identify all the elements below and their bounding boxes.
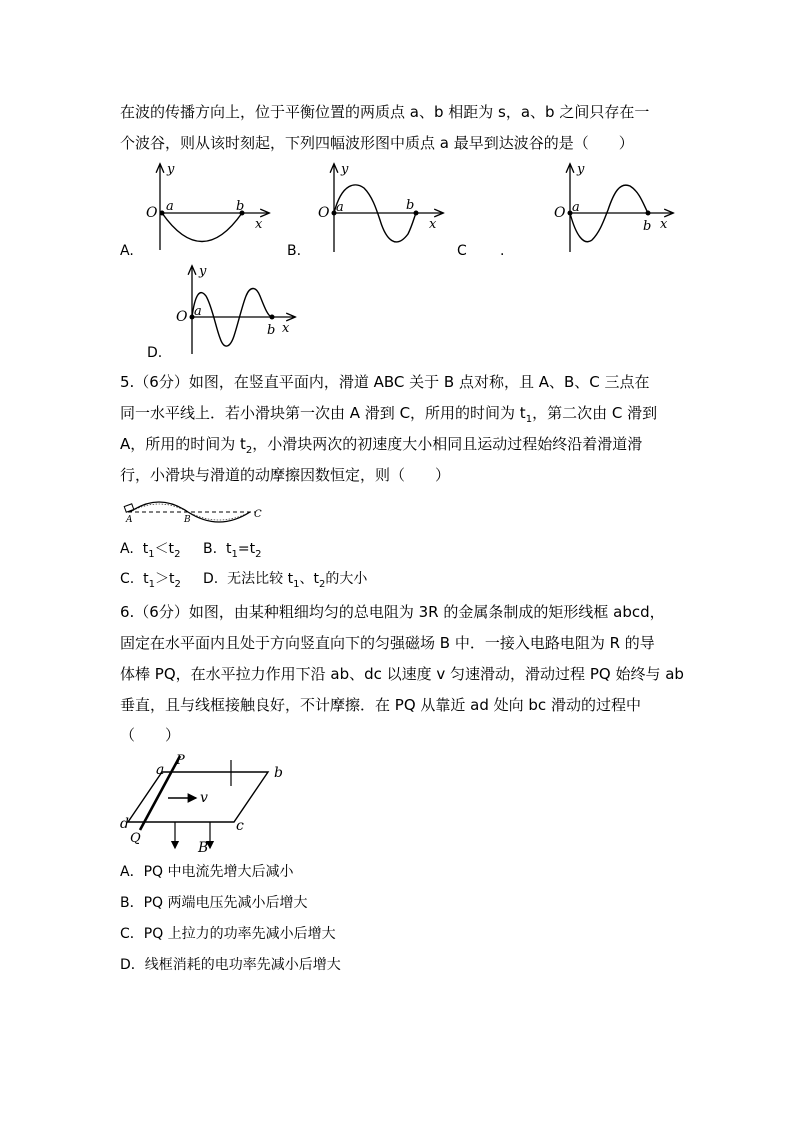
q6-option-a: A．PQ 中电流先增大后减小 <box>120 864 294 880</box>
graph-d-point-a: a <box>194 304 202 319</box>
slide-figure <box>120 498 270 528</box>
graph-c-origin: O <box>554 205 566 221</box>
graph-a-origin: O <box>146 205 158 221</box>
circuit-label-b: b <box>274 765 283 781</box>
circuit-figure <box>118 752 293 857</box>
graph-b-point-a: a <box>336 200 344 215</box>
q5-option-a-t: t <box>142 541 149 557</box>
wave-graph-a <box>140 160 270 255</box>
q6-option-d: D．线框消耗的电功率先减小后增大 <box>120 957 341 973</box>
q5-line-3-sub: 2 <box>245 445 253 456</box>
graph-d-y-label: y <box>199 264 207 279</box>
circuit-label-c: c <box>236 818 244 834</box>
q6-line-5: （ ） <box>120 726 181 744</box>
q5-line-2-end: ，第二次由 C 滑到 <box>532 404 658 422</box>
graph-c-point-a: a <box>572 200 580 215</box>
circuit-label-q: Q <box>130 831 141 846</box>
q6-line-1: 6.（6分）如图，由某种粗细均匀的总电阻为 3R 的金属条制成的矩形线框 abcd， <box>120 603 665 621</box>
q5-option-a-sub2: 2 <box>174 548 181 560</box>
wave-graph-d <box>172 262 302 357</box>
graph-d-point-b: b <box>267 323 276 338</box>
q4-option-d: D. <box>147 345 163 361</box>
circuit-label-v: v <box>200 790 208 806</box>
q5-option-b-rel: =t <box>237 541 256 557</box>
graph-a-y-label: y <box>167 162 175 177</box>
graph-d-x-label: x <box>282 321 290 336</box>
graph-b-y-label: y <box>341 162 349 177</box>
q5-line-2-text: 同一水平线上．若小滑块第一次由 A 滑到 C，所用的时间为 t <box>120 404 526 422</box>
q4-option-a: A. <box>120 243 134 259</box>
q5-option-d <box>203 569 367 589</box>
q5-option-d-sub2: 2 <box>318 578 326 590</box>
q5-option-b <box>203 539 261 559</box>
wave-graph-b <box>314 160 444 255</box>
slide-point-c: C <box>254 509 262 520</box>
circuit-label-field-b: B <box>198 840 209 856</box>
q4-option-b: B. <box>287 243 302 259</box>
q5-option-d-label: D. <box>203 571 219 587</box>
q4-option-c-dot: . <box>500 243 505 259</box>
circuit-label-d: d <box>120 816 129 832</box>
q5-option-d-end: 的大小 <box>325 571 368 587</box>
q5-line-3-text: A，所用的时间为 t <box>120 435 246 453</box>
q5-option-b-t: t <box>225 541 232 557</box>
q5-option-b-label: B. <box>203 541 218 557</box>
q5-option-d-sub1: 1 <box>293 578 300 590</box>
graph-c-x-label: x <box>660 217 668 232</box>
q5-option-c-label: C. <box>120 571 135 587</box>
q5-option-b-sub1: 1 <box>231 548 238 560</box>
q5-option-a-label: A. <box>120 541 134 557</box>
q4-line-1: 在波的传播方向上，位于平衡位置的两质点 a、b 相距为 s，a、b 之间只存在一 <box>120 103 650 121</box>
q5-line-1: 5.（6分）如图，在竖直平面内，滑道 ABC 关于 B 点对称，且 A、B、C 三点在 <box>120 373 650 391</box>
q6-option-b: B．PQ 两端电压先减小后增大 <box>120 895 308 911</box>
q4-option-c: C <box>457 243 467 259</box>
q6-line-2: 固定在水平面内且处于方向竖直向下的匀强磁场 B 中．一接入电路电阻为 R 的导 <box>120 634 655 652</box>
q5-option-a <box>120 539 180 559</box>
graph-d-origin: O <box>176 309 188 325</box>
q5-option-c-t: t <box>143 571 149 587</box>
graph-c-point-b: b <box>643 219 652 234</box>
q5-option-a-sub1: 1 <box>148 548 155 560</box>
graph-c-y-label: y <box>577 162 585 177</box>
wave-graph-c <box>550 160 680 255</box>
circuit-label-p: P <box>176 753 185 768</box>
graph-b-point-b: b <box>406 198 415 213</box>
q5-option-a-rel: ＜t <box>154 541 175 557</box>
q5-option-d-text: 无法比较 t <box>227 571 294 587</box>
graph-a-x-label: x <box>255 217 263 232</box>
q5-line-2-sub: 1 <box>525 414 533 425</box>
q5-option-b-sub2: 2 <box>255 548 262 560</box>
q4-line-2: 个波谷，则从该时刻起，下列四幅波形图中质点 a 最早到达波谷的是（ ） <box>120 134 634 152</box>
graph-a-point-a: a <box>166 199 174 214</box>
q5-line-2 <box>120 403 657 423</box>
slide-point-a: A <box>126 515 133 525</box>
graph-a-point-b: b <box>236 199 245 214</box>
q6-line-3: 体棒 PQ，在水平拉力作用下沿 ab、dc 以速度 v 匀速滑动，滑动过程 PQ 始终与 ab <box>120 665 684 683</box>
q6-option-c: C．PQ 上拉力的功率先减小后增大 <box>120 926 336 942</box>
q5-line-3-end: ，小滑块两次的初速度大小相同且运动过程始终沿着滑道滑 <box>252 435 643 453</box>
q5-option-c-sub2: 2 <box>174 578 181 590</box>
q5-line-4: 行，小滑块与滑道的动摩擦因数恒定，则（ ） <box>120 466 451 484</box>
q6-line-4: 垂直，且与线框接触良好，不计摩擦．在 PQ 从靠近 ad 处向 bc 滑动的过程中 <box>120 696 641 714</box>
graph-b-origin: O <box>318 205 330 221</box>
circuit-label-a: a <box>156 762 165 778</box>
q5-option-c <box>120 569 181 589</box>
q5-option-d-mid: 、t <box>299 571 319 587</box>
slide-point-b: B <box>184 515 191 525</box>
q5-option-c-sub1: 1 <box>148 578 156 590</box>
q5-line-3 <box>120 434 642 454</box>
q5-option-c-rel: ＞t <box>155 571 175 587</box>
graph-b-x-label: x <box>429 217 437 232</box>
